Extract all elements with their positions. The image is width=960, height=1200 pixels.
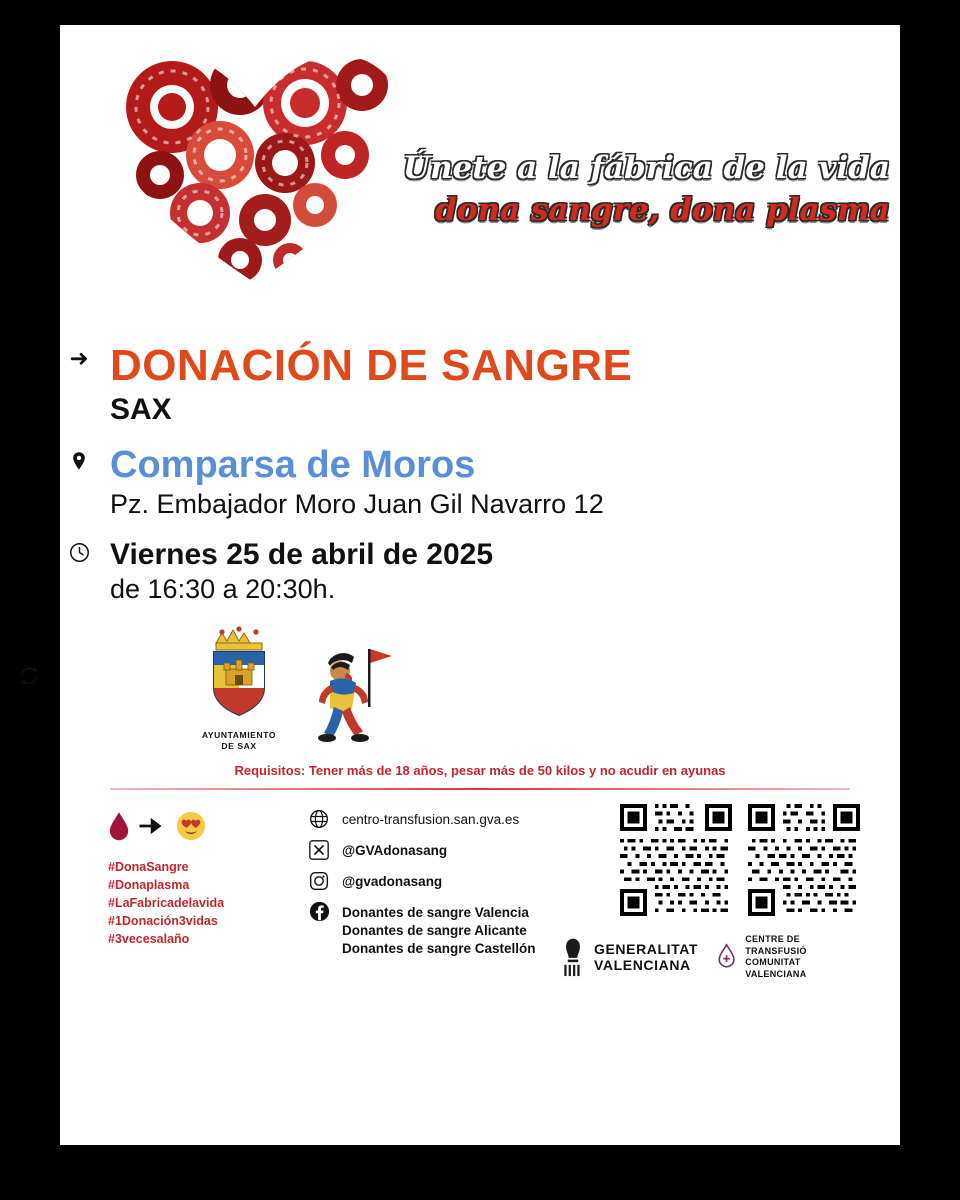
hashtag-item: #Donaplasma (108, 878, 190, 893)
blood-drop-icon (108, 811, 130, 841)
poster (60, 25, 900, 1145)
website-url[interactable]: centro-transfusion.san.gva.es (342, 811, 520, 827)
centre-line-1: CENTRE DE TRANSFUSIÓ (745, 933, 807, 956)
divider (110, 788, 850, 790)
centre-line-2: COMUNITAT VALENCIANA (745, 957, 807, 980)
footer (60, 804, 900, 1004)
facebook-page-line: Donantes de sangre Castellón (342, 941, 536, 957)
qr-code-right[interactable] (748, 804, 860, 916)
generalitat-emblem-icon (560, 936, 586, 978)
event-date: Viernes 25 de abril de 2025 (110, 537, 494, 571)
drop-to-smile-graphic (108, 804, 278, 848)
instagram-icon (308, 870, 330, 892)
centre-transfusio-logo (716, 934, 860, 981)
generalitat-valenciana-logo (560, 936, 698, 978)
organizer-logos (60, 623, 900, 753)
arrow-right-icon: ➜ (69, 345, 89, 371)
qr-code-pair (560, 804, 860, 916)
page-title: DONACIÓN DE SANGRE (110, 341, 633, 390)
footer-qr-column (560, 804, 860, 981)
venue-name: Comparsa de Moros (110, 444, 476, 487)
requirements-text: Requisitos: Tener más de 18 años, pesar más de 50 kilos y no acudir en ayunas (234, 762, 726, 778)
sax-caption-line-2: DE SAX (221, 740, 257, 751)
arrow-right-icon (138, 817, 168, 835)
social-row-twitter[interactable] (308, 839, 588, 861)
recycle-icon (12, 665, 46, 691)
hashtag-item: #LaFabricadelavida (108, 896, 225, 911)
map-pin-icon (62, 449, 96, 477)
sax-caption-line-1: AYUNTAMIENTO (201, 729, 277, 740)
clock-icon (62, 542, 96, 567)
transfusion-drop-icon (716, 942, 737, 972)
generalitat-text (594, 941, 698, 975)
globe-icon (308, 808, 330, 830)
centre-text (745, 934, 860, 981)
instagram-handle[interactable]: @gvadonasang (342, 873, 443, 889)
donation-title-row (69, 341, 900, 427)
facebook-page-line: Donantes de sangre Alicante (342, 923, 527, 939)
gear-heart-logo (100, 45, 410, 295)
social-row-facebook[interactable] (308, 901, 588, 959)
slogan-line-2: dona sangre, dona plasma (435, 192, 890, 228)
smiley-heart-eyes-icon (176, 811, 206, 841)
event-info (60, 343, 900, 605)
twitter-handle[interactable]: @GVAdonasang (342, 842, 448, 858)
hero-section (60, 25, 900, 325)
slogan (390, 150, 890, 228)
event-time: de 16:30 a 20:30h. (110, 573, 336, 604)
facebook-page-line: Donantes de sangre Valencia (342, 904, 529, 920)
hashtag-item: #1Donación3vidas (108, 914, 218, 929)
slogan-line-1: Únete a la fábrica de la vida (402, 150, 890, 186)
footer-hashtags-column (108, 804, 278, 949)
institutional-logos (560, 934, 860, 981)
footer-social-column (308, 808, 588, 968)
generalitat-line-1: GENERALITAT (594, 940, 699, 957)
social-row-instagram[interactable] (308, 870, 588, 892)
city-name: SAX (110, 393, 172, 427)
date-row (110, 538, 900, 605)
location-row (110, 445, 900, 520)
facebook-pages[interactable] (342, 901, 536, 959)
generalitat-line-2: VALENCIANA (594, 957, 691, 974)
qr-code-left[interactable] (620, 804, 732, 916)
venue-address: Pz. Embajador Moro Juan Gil Navarro 12 (110, 488, 604, 519)
sax-logo-caption (190, 730, 288, 751)
social-row-website[interactable] (308, 808, 588, 830)
hashtag-item: #3vecesalaño (108, 932, 190, 947)
x-twitter-icon (308, 839, 330, 861)
facebook-icon (308, 901, 330, 923)
ayuntamiento-sax-logo (190, 623, 288, 751)
comparsa-moros-logo (300, 641, 400, 746)
hashtag-item: #DonaSangre (108, 859, 189, 874)
hashtag-list (108, 858, 278, 949)
